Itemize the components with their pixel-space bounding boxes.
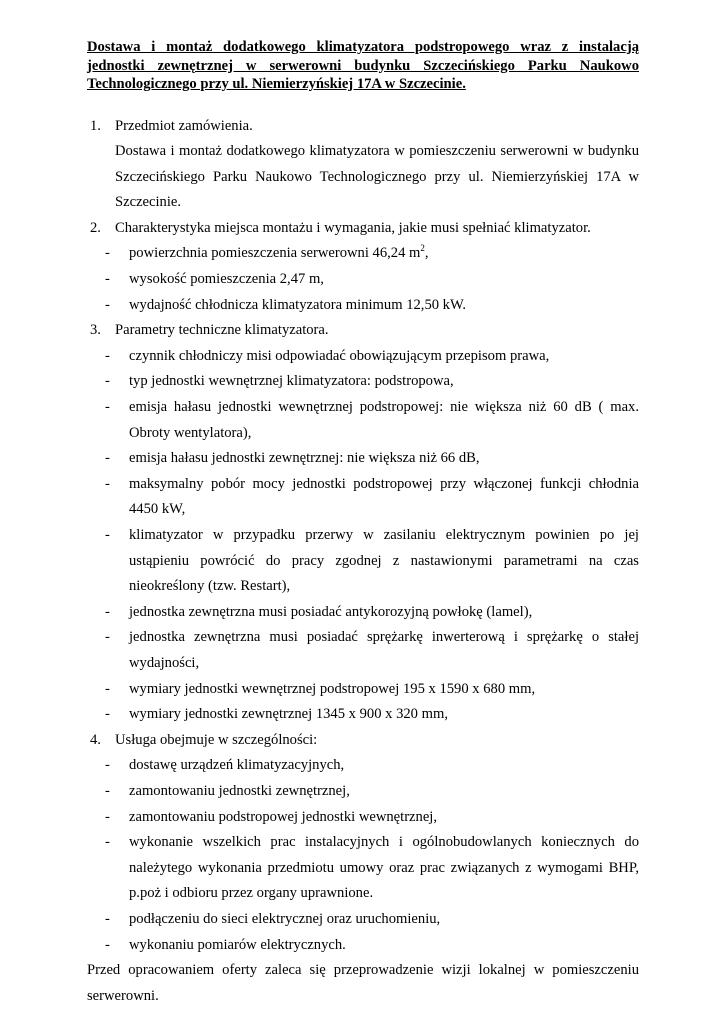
dash-bullet: - [105, 706, 110, 723]
title-line-3: Technologicznego przy ul. Niemierzyńskiej 17A w Szczecinie. [87, 76, 466, 92]
section-heading-text: Charakterystyka miejsca montażu i wymagania, jakie musi spełniać klimatyzator. [115, 219, 591, 236]
list-item [87, 677, 639, 703]
list-item [87, 241, 639, 267]
closing-paragraph: Przed opracowaniem oferty zaleca się przeprowadzenie wizji lokalnej w pomieszczeniu serwerowni. [87, 962, 639, 1004]
list-item-text: emisja hałasu jednostki zewnętrznej: nie większa niż 66 dB, [129, 450, 480, 467]
list-item [87, 625, 639, 676]
dash-bullet: - [105, 373, 110, 390]
title-line-1: Dostawa i montaż dodatkowego klimatyzatora podstropowego wraz z instalacją [87, 39, 639, 55]
list-item-text: jednostka zewnętrzna musi posiadać sprężarkę inwerterową i sprężarkę o stałej wydajności, [129, 629, 639, 671]
dash-bullet: - [105, 629, 110, 646]
list-item-text: dostawę urządzeń klimatyzacyjnych, [129, 757, 345, 774]
dash-bullet: - [105, 245, 110, 262]
section-1-paragraph: Dostawa i montaż dodatkowego klimatyzatora w pomieszczeniu serwerowni w budynku Szczecińskiego Parku Naukowo Technologicznego przy ul. Niemierzyńskiej 17A w Szczecinie. [115, 143, 639, 211]
list-item-text: zamontowaniu podstropowej jednostki wewnętrznej, [129, 808, 438, 825]
dash-bullet: - [105, 757, 110, 774]
dash-bullet: - [105, 450, 110, 467]
list-item-text: powierzchnia pomieszczenia serwerowni 46,24 m [129, 245, 421, 262]
dash-bullet: - [105, 603, 110, 620]
document-page [87, 38, 639, 1009]
list-item-text: maksymalny pobór mocy jednostki podstropowej przy włączonej funkcji chłodnia 4450 kW, [129, 475, 639, 518]
section-1-heading [87, 114, 639, 140]
list-item-text: typ jednostki wewnętrznej klimatyzatora: podstropowa, [129, 373, 454, 390]
dash-bullet: - [105, 910, 110, 927]
list-item-text: czynnik chłodniczy misi odpowiadać obowiązującym przepisom prawa, [129, 347, 550, 364]
list-item [87, 344, 639, 370]
dash-bullet: - [105, 808, 110, 825]
list-item-text: podłączeniu do sieci elektrycznej oraz uruchomieniu, [129, 910, 441, 927]
superscript: 2 [420, 243, 425, 254]
dash-bullet: - [105, 680, 110, 697]
list-item [87, 395, 639, 446]
list-item [87, 907, 639, 933]
section-3-heading [87, 318, 639, 344]
dash-bullet: - [105, 527, 110, 543]
list-item-text: wykonanie wszelkich prac instalacyjnych i ogólnobudowlanych koniecznych do należytego wykonania przedmiotu umowy oraz prac związanych z wymogami BHP, p.poż i odbioru przez organy uprawnione. [129, 834, 639, 902]
list-item-text: wydajność chłodnicza klimatyzatora minimum 12,50 kW. [129, 296, 467, 313]
list-item [87, 446, 639, 472]
section-number: 4. [90, 731, 101, 748]
list-item [87, 472, 639, 523]
list-item-punct: , [424, 245, 429, 262]
section-heading-text: Przedmiot zamówienia. [115, 117, 253, 134]
section-number: 2. [90, 219, 101, 236]
dash-bullet: - [105, 475, 110, 492]
document-title [87, 38, 639, 94]
section-number: 1. [90, 117, 101, 134]
list-item [87, 830, 639, 907]
list-item-text: emisja hałasu jednostki wewnętrznej podstropowej: nie większa niż 60 dB ( max. Obroty wentylatora), [129, 399, 639, 441]
list-item [87, 293, 639, 319]
list-item-text: wykonaniu pomiarów elektrycznych. [129, 936, 346, 953]
list-item [87, 267, 639, 293]
title-line-2: jednostki zewnętrznej w serwerowni budynku Szczecińskiego Parku Naukowo [87, 57, 639, 74]
document-body [87, 114, 639, 1010]
list-item-text: klimatyzator w przypadku przerwy w zasilaniu elektrycznym powinien po jej ustąpieniu powrócić do pracy zgodnej z nastawionymi parametrami na czas nieokreślony (tzw. Restart), [129, 527, 639, 595]
dash-bullet: - [105, 399, 110, 416]
section-number: 3. [90, 322, 101, 339]
list-item [87, 805, 639, 831]
dash-bullet: - [105, 834, 110, 851]
section-heading-text: Usługa obejmuje w szczególności: [115, 731, 318, 748]
dash-bullet: - [105, 782, 110, 799]
list-item [87, 933, 639, 959]
list-item-text: wymiary jednostki zewnętrznej 1345 x 900 x 320 mm, [129, 706, 448, 723]
list-item-text: wymiary jednostki wewnętrznej podstropowej 195 x 1590 x 680 mm, [129, 680, 536, 697]
section-2-heading [87, 216, 639, 242]
list-item-text: zamontowaniu jednostki zewnętrznej, [129, 782, 350, 799]
list-item [87, 753, 639, 779]
section-heading-text: Parametry techniczne klimatyzatora. [115, 322, 329, 339]
dash-bullet: - [105, 271, 110, 288]
dash-bullet: - [105, 936, 110, 953]
list-item [87, 523, 639, 600]
list-item [87, 369, 639, 395]
list-item [87, 702, 639, 728]
list-item-text: wysokość pomieszczenia 2,47 m, [129, 271, 324, 288]
list-item [87, 779, 639, 805]
section-4-heading [87, 728, 639, 754]
dash-bullet: - [105, 347, 110, 364]
dash-bullet: - [105, 296, 110, 313]
list-item [87, 600, 639, 626]
list-item-text: jednostka zewnętrzna musi posiadać antykorozyjną powłokę (lamel), [129, 603, 533, 620]
